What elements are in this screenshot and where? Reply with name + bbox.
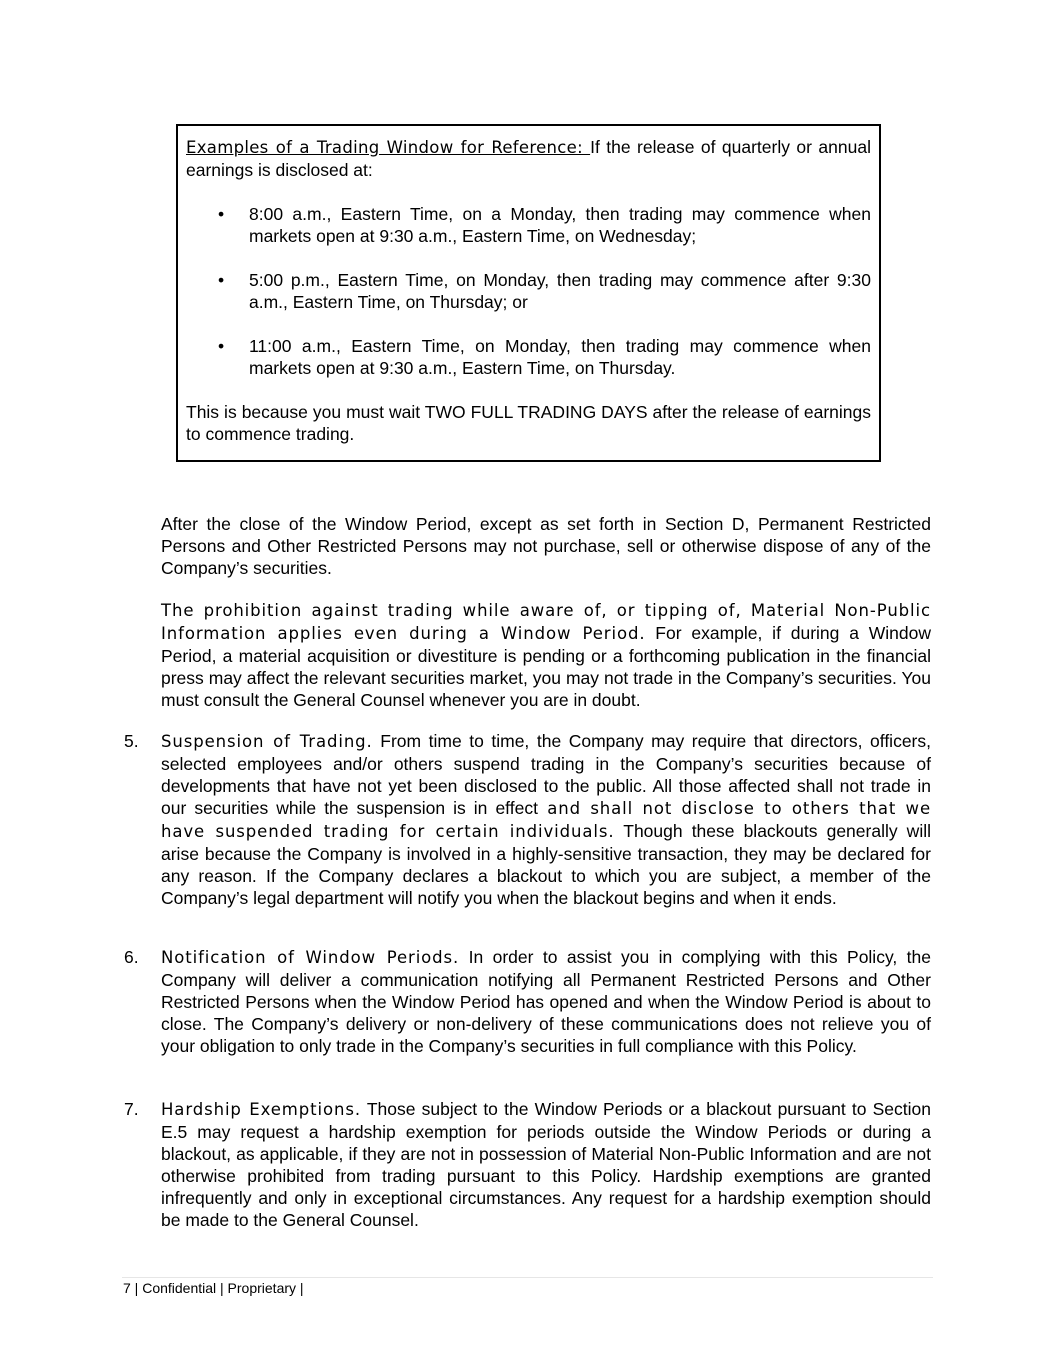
list-item-text: 11:00 a.m., Eastern Time, on Monday, then trading may commence when markets open at 9:30 a.m., Eastern Time, on Thursday. — [249, 336, 871, 378]
box-closing: This is because you must wait TWO FULL TRADING DAYS after the release of earnings to commence trading. — [186, 402, 871, 444]
section-text: From time to time, the Company may require that directors, officers, selected employees and/or others suspend trading in the Company’s securities because of developments that have not yet been disclosed to the public. All those affected shall not trade in our securities while the suspension is in effect — [161, 731, 931, 818]
page-footer: 7 | Confidential | Proprietary | — [123, 1280, 304, 1296]
after-close-paragraph: After the close of the Window Period, except as set forth in Section D, Permanent Restricted Persons and Other Restricted Persons may not purchase, sell or otherwise dispose of any of the Company’s securities. — [161, 514, 931, 578]
prohibition-paragraph — [161, 599, 931, 711]
section-notification-of-window-periods — [161, 946, 931, 1057]
footer-divider — [122, 1277, 933, 1278]
section-number: 7. — [124, 1099, 139, 1119]
list-item-text: 8:00 a.m., Eastern Time, on a Monday, then trading may commence when markets open at 9:30 a.m., Eastern Time, on Wednesday; — [249, 204, 871, 246]
section-text: Those subject to the Window Periods or a blackout pursuant to Section E.5 may request a hardship exemption for periods outside the Window Periods or during a blackout, as applicable, if they are not in possession of Material Non-Public Information and are not otherwise prohibited from trading pursuant to this Policy. Hardship exemptions are granted infrequently and only in exceptional circumstances. Any request for a hardship exemption should be made to the General Counsel. — [161, 1099, 932, 1230]
list-item-text: 5:00 p.m., Eastern Time, on Monday, then trading may commence after 9:30 a.m., Eastern Time, on Thursday; or — [249, 270, 871, 312]
section-title: Notification of Window Periods. — [161, 948, 460, 967]
section-number: 6. — [124, 947, 139, 967]
box-heading: Examples of a Trading Window for Reference: — [186, 138, 591, 157]
section-text: Though these blackouts generally will arise because the Company is involved in a highly-sensitive transaction, they may be declared for any reason. If the Company declares a blackout to which you are subject, a member of the Company’s legal department will notify you when the blackout begins and when it ends. — [161, 821, 931, 908]
bullet-icon: • — [218, 336, 225, 356]
section-title: Hardship Exemptions. — [161, 1100, 361, 1119]
list-item — [218, 335, 871, 379]
trading-window-examples-box — [176, 124, 881, 462]
section-hardship-exemptions — [161, 1098, 931, 1231]
section-suspension-of-trading — [161, 730, 931, 909]
section-title: Suspension of Trading. — [161, 732, 373, 751]
bullet-icon: • — [218, 204, 225, 224]
section-text: In order to assist you in complying with this Policy, the Company will deliver a communication notifying all Permanent Restricted Persons and Other Restricted Persons when the Window Period has opened and when the Window Period is about to close. The Company’s delivery or non-delivery of these communications does not relieve you of your obligation to only trade in the Company’s securities in full compliance with this Policy. — [161, 947, 931, 1056]
section-text-spaced: and shall not disclose to others that we have suspended trading for certain individuals. — [161, 799, 931, 841]
prohibition-lead: The prohibition against trading while aware of, or tipping of, Material Non-Public Information applies even during a Window Period. — [161, 601, 931, 643]
prohibition-text: For example, if during a Window Period, a material acquisition or divestiture is pending or a forthcoming publication in the financial press may affect the relevant securities market, you may not trade in the Company’s securities. You must consult the General Counsel whenever you are in doubt. — [161, 623, 931, 710]
list-item — [218, 203, 871, 247]
section-number: 5. — [124, 731, 139, 751]
box-intro — [186, 136, 871, 181]
box-intro-text: If the release of quarterly or annual earnings is disclosed at: — [186, 137, 871, 180]
example-list — [186, 203, 871, 379]
list-item — [218, 269, 871, 313]
bullet-icon: • — [218, 270, 225, 290]
